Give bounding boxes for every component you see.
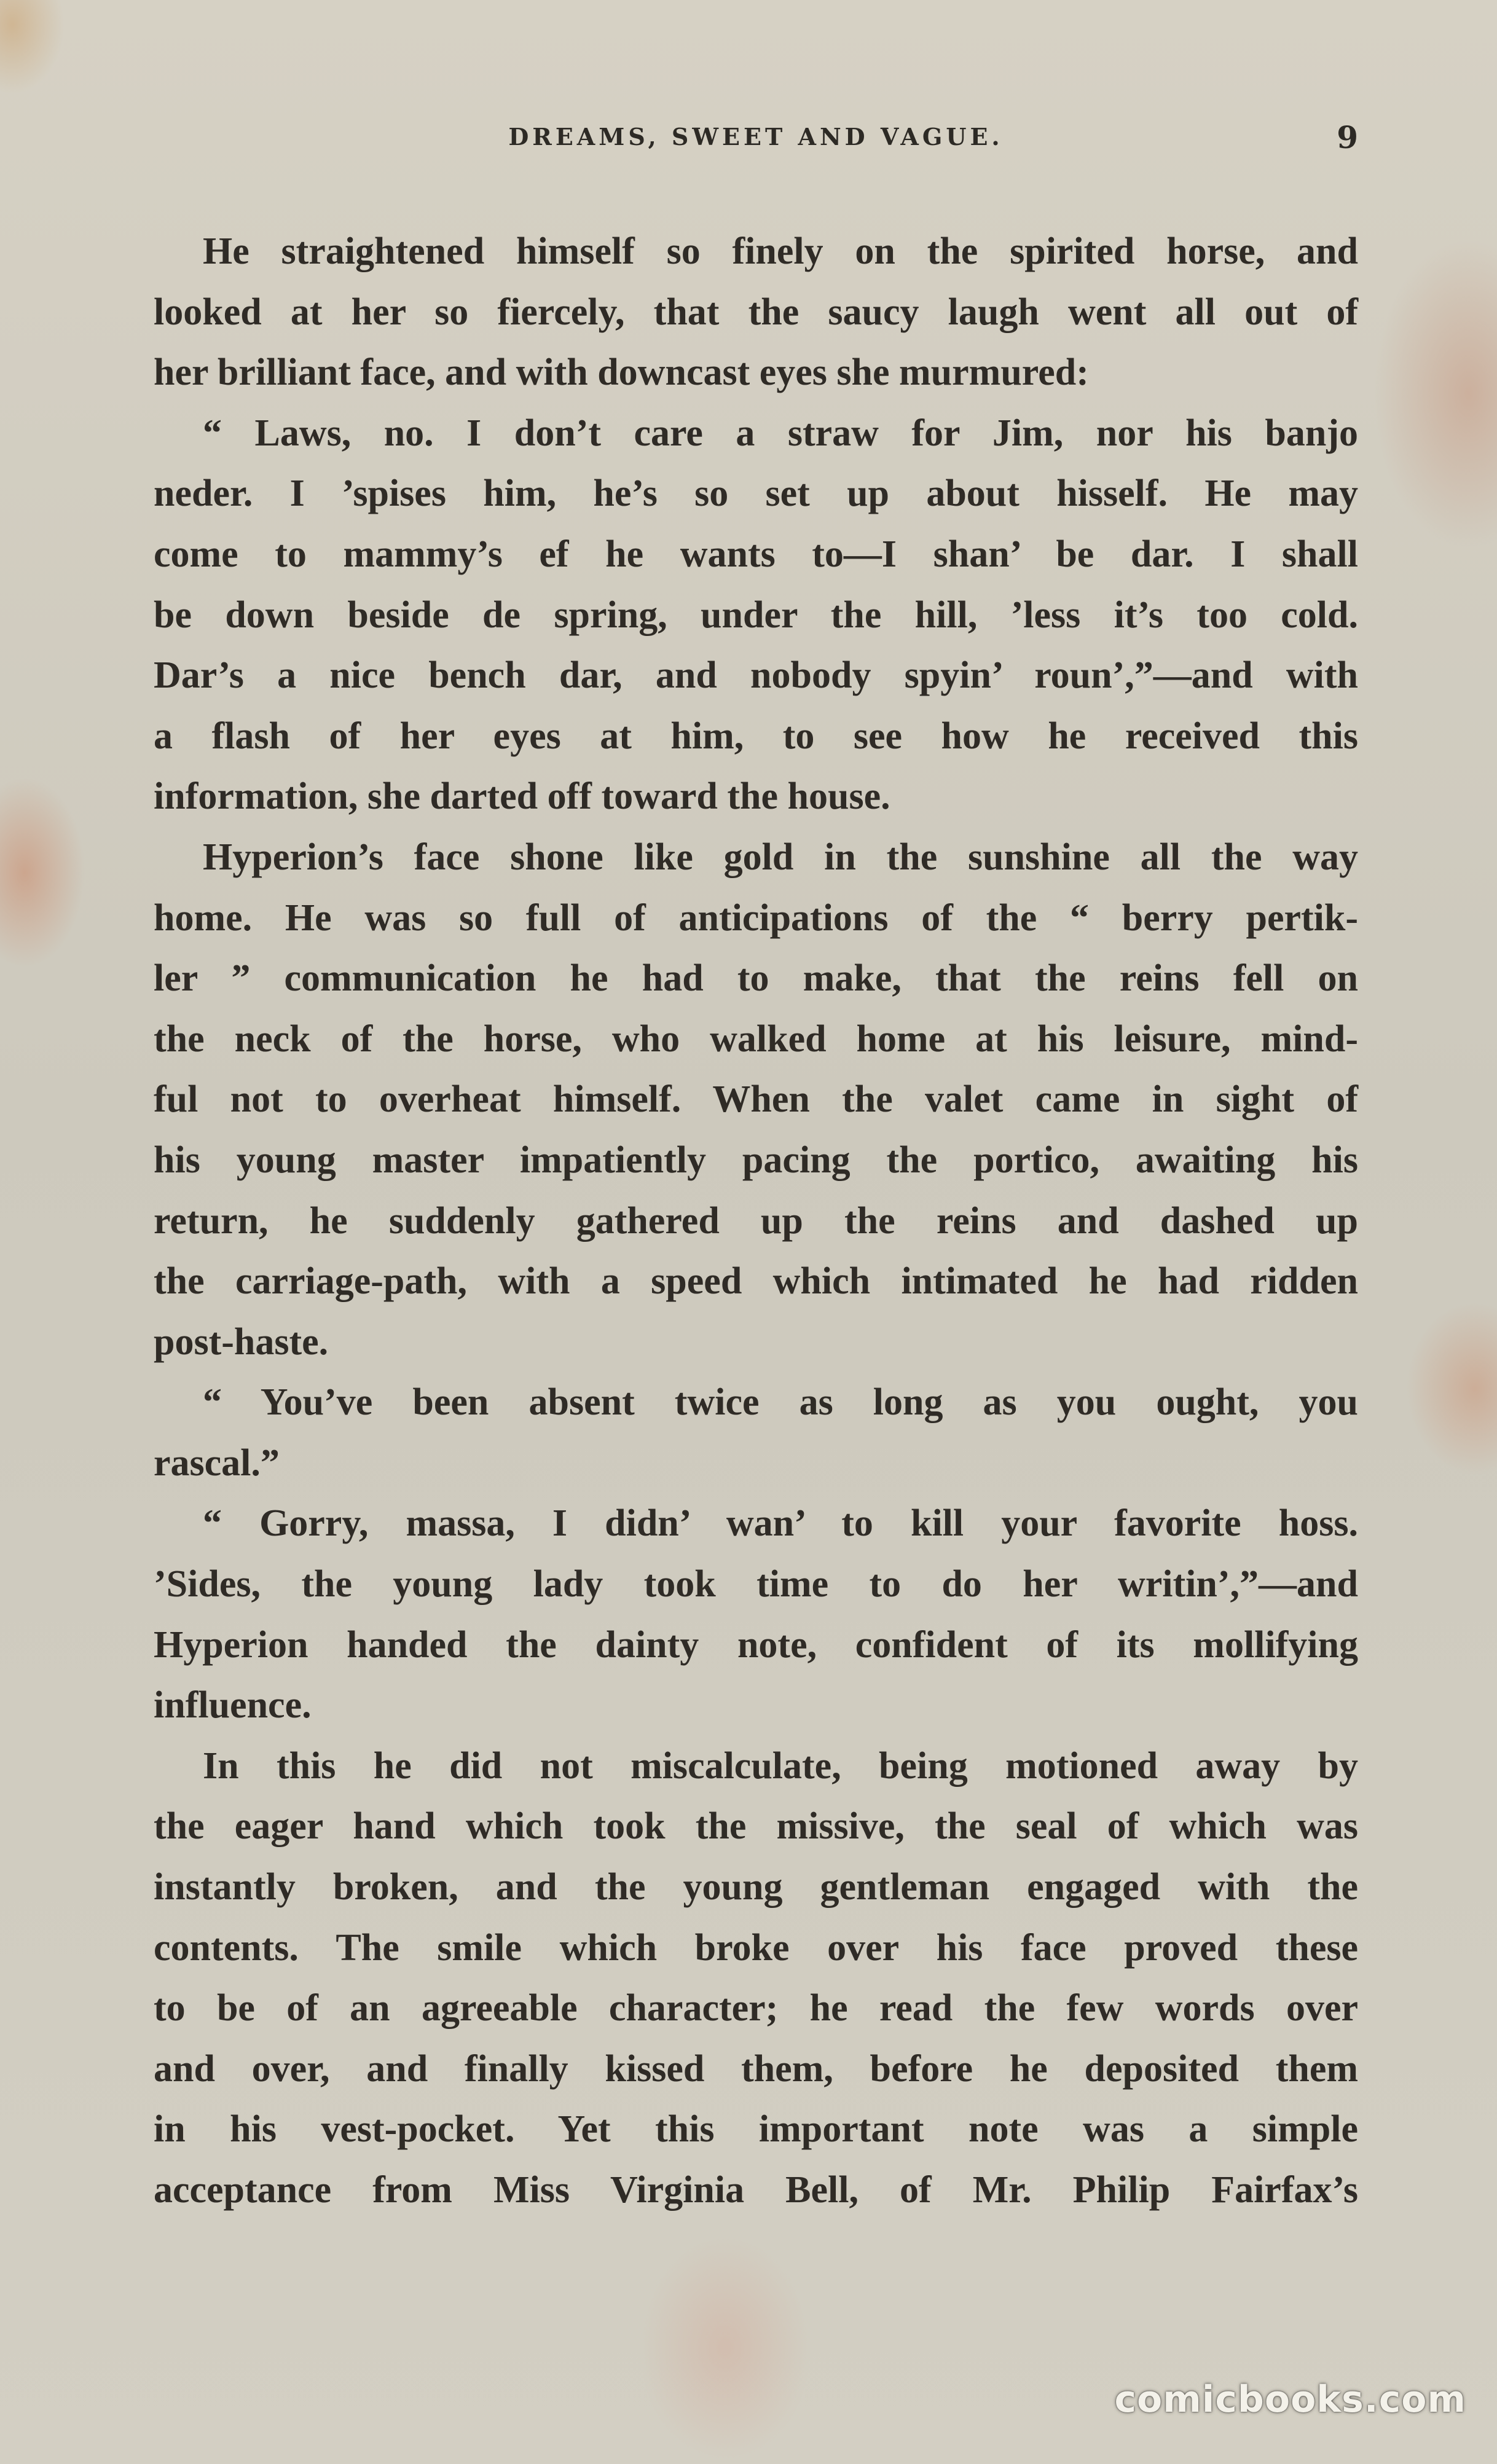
text-line: his young master impatiently pacing the portico, awaiting his: [154, 1139, 1358, 1181]
text-line: be down beside de spring, under the hill, ’less it’s too cold.: [154, 594, 1358, 636]
text-line: ler ” communication he had to make, that the reins fell on: [154, 957, 1358, 1000]
text-line: neder. I ’spises him, he’s so set up about hisself. He may: [154, 473, 1358, 515]
text-line: her brilliant face, and with downcast eyes she murmured:: [154, 351, 1089, 394]
text-line: and over, and finally kissed them, before he deposited them: [154, 2047, 1358, 2090]
running-head: DREAMS, SWEET AND VAGUE.: [508, 123, 1004, 151]
text-line: to be of an agreeable character; he read the few words over: [154, 1987, 1358, 2030]
text-line: the carriage-path, with a speed which intimated he had ridden: [154, 1260, 1358, 1303]
text-line: the neck of the horse, who walked home at his leisure, mind-: [154, 1018, 1358, 1060]
text-line: information, she darted off toward the house.: [154, 775, 890, 818]
text-line: ful not to overheat himself. When the valet came in sight of: [154, 1078, 1358, 1121]
text-line: Dar’s a nice bench dar, and nobody spyin’ roun’,”—and with: [154, 654, 1358, 697]
text-line: Hyperion’s face shone like gold in the sunshine all the way: [203, 836, 1358, 878]
text-line: “ Gorry, massa, I didn’ wan’ to kill your favorite hoss.: [203, 1502, 1358, 1545]
watermark: comicbooks.com: [1114, 2378, 1466, 2421]
page-number: 9: [1337, 119, 1358, 155]
body-text: [154, 221, 1358, 2221]
text-line: looked at her so fiercely, that the saucy laugh went all out of: [154, 291, 1358, 333]
text-line: a flash of her eyes at him, to see how he received this: [154, 715, 1358, 757]
text-line: “ You’ve been absent twice as long as you ought, you: [203, 1381, 1358, 1424]
text-line: home. He was so full of anticipations of the “ berry pertik-: [154, 897, 1358, 939]
text-line: acceptance from Miss Virginia Bell, of Mr. Philip Fairfax’s: [154, 2169, 1358, 2211]
text-line: “ Laws, no. I don’t care a straw for Jim, nor his banjo: [203, 412, 1358, 454]
text-line: the eager hand which took the missive, the seal of which was: [154, 1805, 1358, 1848]
text-line: contents. The smile which broke over his face proved these: [154, 1926, 1358, 1969]
text-line: In this he did not miscalculate, being motioned away by: [203, 1744, 1358, 1787]
text-line: instantly broken, and the young gentleman engaged with the: [154, 1866, 1358, 1909]
text-line: post-haste.: [154, 1320, 329, 1363]
text-line: return, he suddenly gathered up the reins and dashed up: [154, 1199, 1358, 1242]
text-line: He straightened himself so finely on the spirited horse, and: [203, 230, 1358, 272]
text-line: in his vest-pocket. Yet this important note was a simple: [154, 2108, 1358, 2151]
text-line: Hyperion handed the dainty note, confident of its mollifying: [154, 1623, 1358, 1666]
text-line: influence.: [154, 1684, 312, 1727]
page-header: [154, 119, 1358, 160]
text-line: come to mammy’s ef he wants to—I shan’ be dar. I shall: [154, 533, 1358, 575]
text-line: rascal.”: [154, 1442, 280, 1484]
text-line: ’Sides, the young lady took time to do her writin’,”—and: [154, 1563, 1358, 1606]
